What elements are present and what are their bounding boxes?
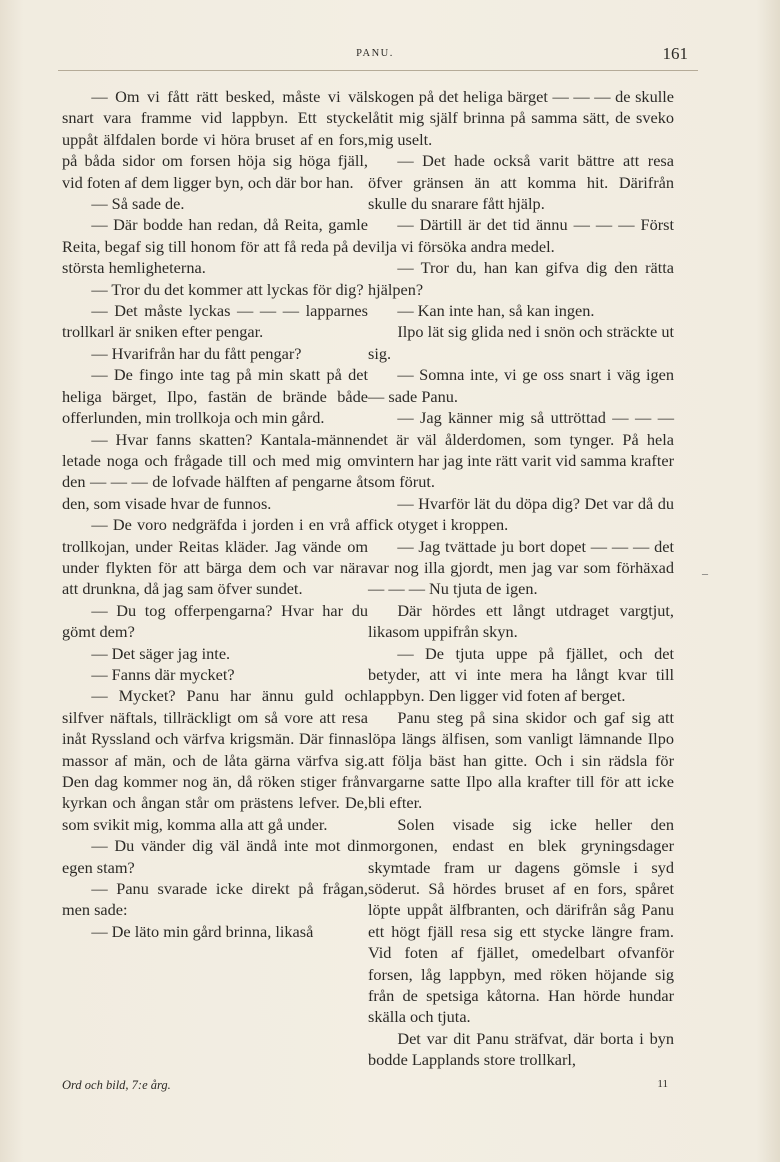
paragraph: — Om vi fått rätt besked, måste vi väl snart vara framme vid lappbyn. Ett stycke uppåt älfdalen borde vi höra bruset af en fors, på båda sidor om forsen höja sig höga fjäll, vid foten af dem ligger byn, och där bor han. bbox=[62, 87, 368, 192]
folio-number: 11 bbox=[657, 1078, 668, 1090]
paragraph: — Hvarför lät du döpa dig? Det var då du fick otyget i kroppen. bbox=[368, 493, 674, 535]
paragraph: — Det säger jag inte. bbox=[91, 643, 231, 663]
margin-mark: – bbox=[702, 566, 708, 580]
paragraph: — Hvar fanns skatten? Kantala-männen letade noga och frågade till och med mig om den — — — de lofvade hälften af pengarne åt den, som visade hvar de funnos. bbox=[62, 429, 368, 513]
paragraph: — Därtill är det tid ännu — — — Först vilja vi försöka andra medel. bbox=[368, 215, 674, 256]
paragraph: — De läto min gård brinna, likaså bbox=[91, 921, 314, 941]
page-number: 161 bbox=[662, 44, 688, 63]
paragraph: — Mycket? Panu har ännu guld och silfver näftals, tillräckligt om så vore att resa inåt Ryssland och värfva krigsmän. Där finnas massor af män, och de låta gärna värfva sig. Den dag kommer nog än, då röken stiger från kyrkan och ångan står om prästens lefver. De, som svikit mig, komma alla att gå under. bbox=[62, 686, 368, 834]
paragraph: — Det måste lyckas — — — lapparnes trollkarl är sniken efter pengar. bbox=[62, 301, 368, 342]
paragraph: — Det hade också varit bättre att resa öfver gränsen än att komma hit. Därifrån skulle du snarare fått hjälp. bbox=[368, 151, 674, 214]
paragraph: — Fanns där mycket? bbox=[91, 664, 235, 684]
paragraph: — Somna inte, vi ge oss snart i väg igen — sade Panu. bbox=[368, 365, 674, 406]
paragraph: Det var dit Panu sträfvat, där borta i byn bodde Lapplands store trollkarl, bbox=[368, 1028, 674, 1070]
page-footer bbox=[62, 1078, 668, 1098]
paragraph: — Jag tvättade ju bort dopet — — — det var nog illa gjordt, men jag var som förhäxad — — — Nu tjuta de igen. bbox=[368, 536, 674, 599]
paragraph-continued: skogen på det heliga bärget — — — de skulle låtit mig själf brinna på samma sätt, de sveko mig uselt. bbox=[368, 87, 674, 149]
paragraph: — Jag känner mig så uttröttad — — — det är väl ålderdomen, som tynger. På hela vintern har jag inte rätt varit vid samma krafter som förut. bbox=[368, 408, 674, 492]
left-column bbox=[62, 86, 368, 942]
right-column bbox=[368, 86, 674, 1071]
paragraph: Där hördes ett långt utdraget vargtjut, likasom uppifrån skyn. bbox=[368, 600, 674, 642]
paragraph: — Kan inte han, så kan ingen. bbox=[397, 301, 595, 321]
paragraph: — Tror du det kommer att lyckas för dig? bbox=[91, 279, 364, 299]
running-title: PANU. bbox=[356, 48, 394, 59]
paragraph: Ilpo lät sig glida ned i snön och sträckte ut sig. bbox=[368, 322, 674, 363]
paragraph: — De tjuta uppe på fjället, och det betyder, att vi inte mera ha långt kvar till lappbyn. Den ligger vid foten af berget. bbox=[368, 643, 674, 706]
paragraph: Solen visade sig icke heller den morgonen, endast en blek gryningsdager skymtade fram ur dagens gömsle i syd söderut. Så hördes bruset af en fors, spåret löpte uppåt älfbranten, och därifrån såg Panu ett högt fjäll resa sig ett stycke längre fram. Vid foten af fjället, omedelbart ofvanför forsen, låg lappbyn, med röken höjande sig från de spetsiga kåtorna. Han hörde hundar skälla och tjuta. bbox=[368, 814, 674, 1027]
paragraph: — Panu svarade icke direkt på frågan, men sade: bbox=[62, 879, 368, 920]
paragraph: — Du tog offerpengarna? Hvar har du gömt dem? bbox=[62, 600, 368, 642]
paragraph: — Du vänder dig väl ändå inte mot din egen stam? bbox=[62, 836, 368, 877]
header-rule bbox=[58, 70, 698, 71]
paragraph: — Tror du, han kan gifva dig den rätta hjälpen? bbox=[368, 258, 674, 299]
paragraph: — De fingo inte tag på min skatt på det heliga bärget, Ilpo, fastän de brände både offerlunden, min trollkoja och min gård. bbox=[62, 365, 368, 428]
signature-mark: Ord och bild, 7:e årg. bbox=[62, 1078, 171, 1092]
paragraph: — Hvarifrån har du fått pengar? bbox=[91, 343, 302, 363]
paragraph: Panu steg på sina skidor och gaf sig att löpa längs älfisen, som vanligt lämnande Ilpo att följa bäst han gitte. Och i sin rädsla för vargarne satte Ilpo alla krafter till för att icke bli efter. bbox=[368, 707, 674, 813]
page-header bbox=[62, 44, 688, 70]
paragraph: — De voro nedgräfda i jorden i en vrå af trollkojan, under Reitas kläder. Jag vände om under flykten för att bärga dem och var nära att drunkna, då jag sam öfver sundet. bbox=[62, 515, 368, 599]
paragraph: — Så sade de. bbox=[91, 194, 185, 214]
paragraph: — Där bodde han redan, då Reita, gamle Reita, begaf sig till honom för att få reda på de största hemligheterna. bbox=[62, 215, 368, 278]
